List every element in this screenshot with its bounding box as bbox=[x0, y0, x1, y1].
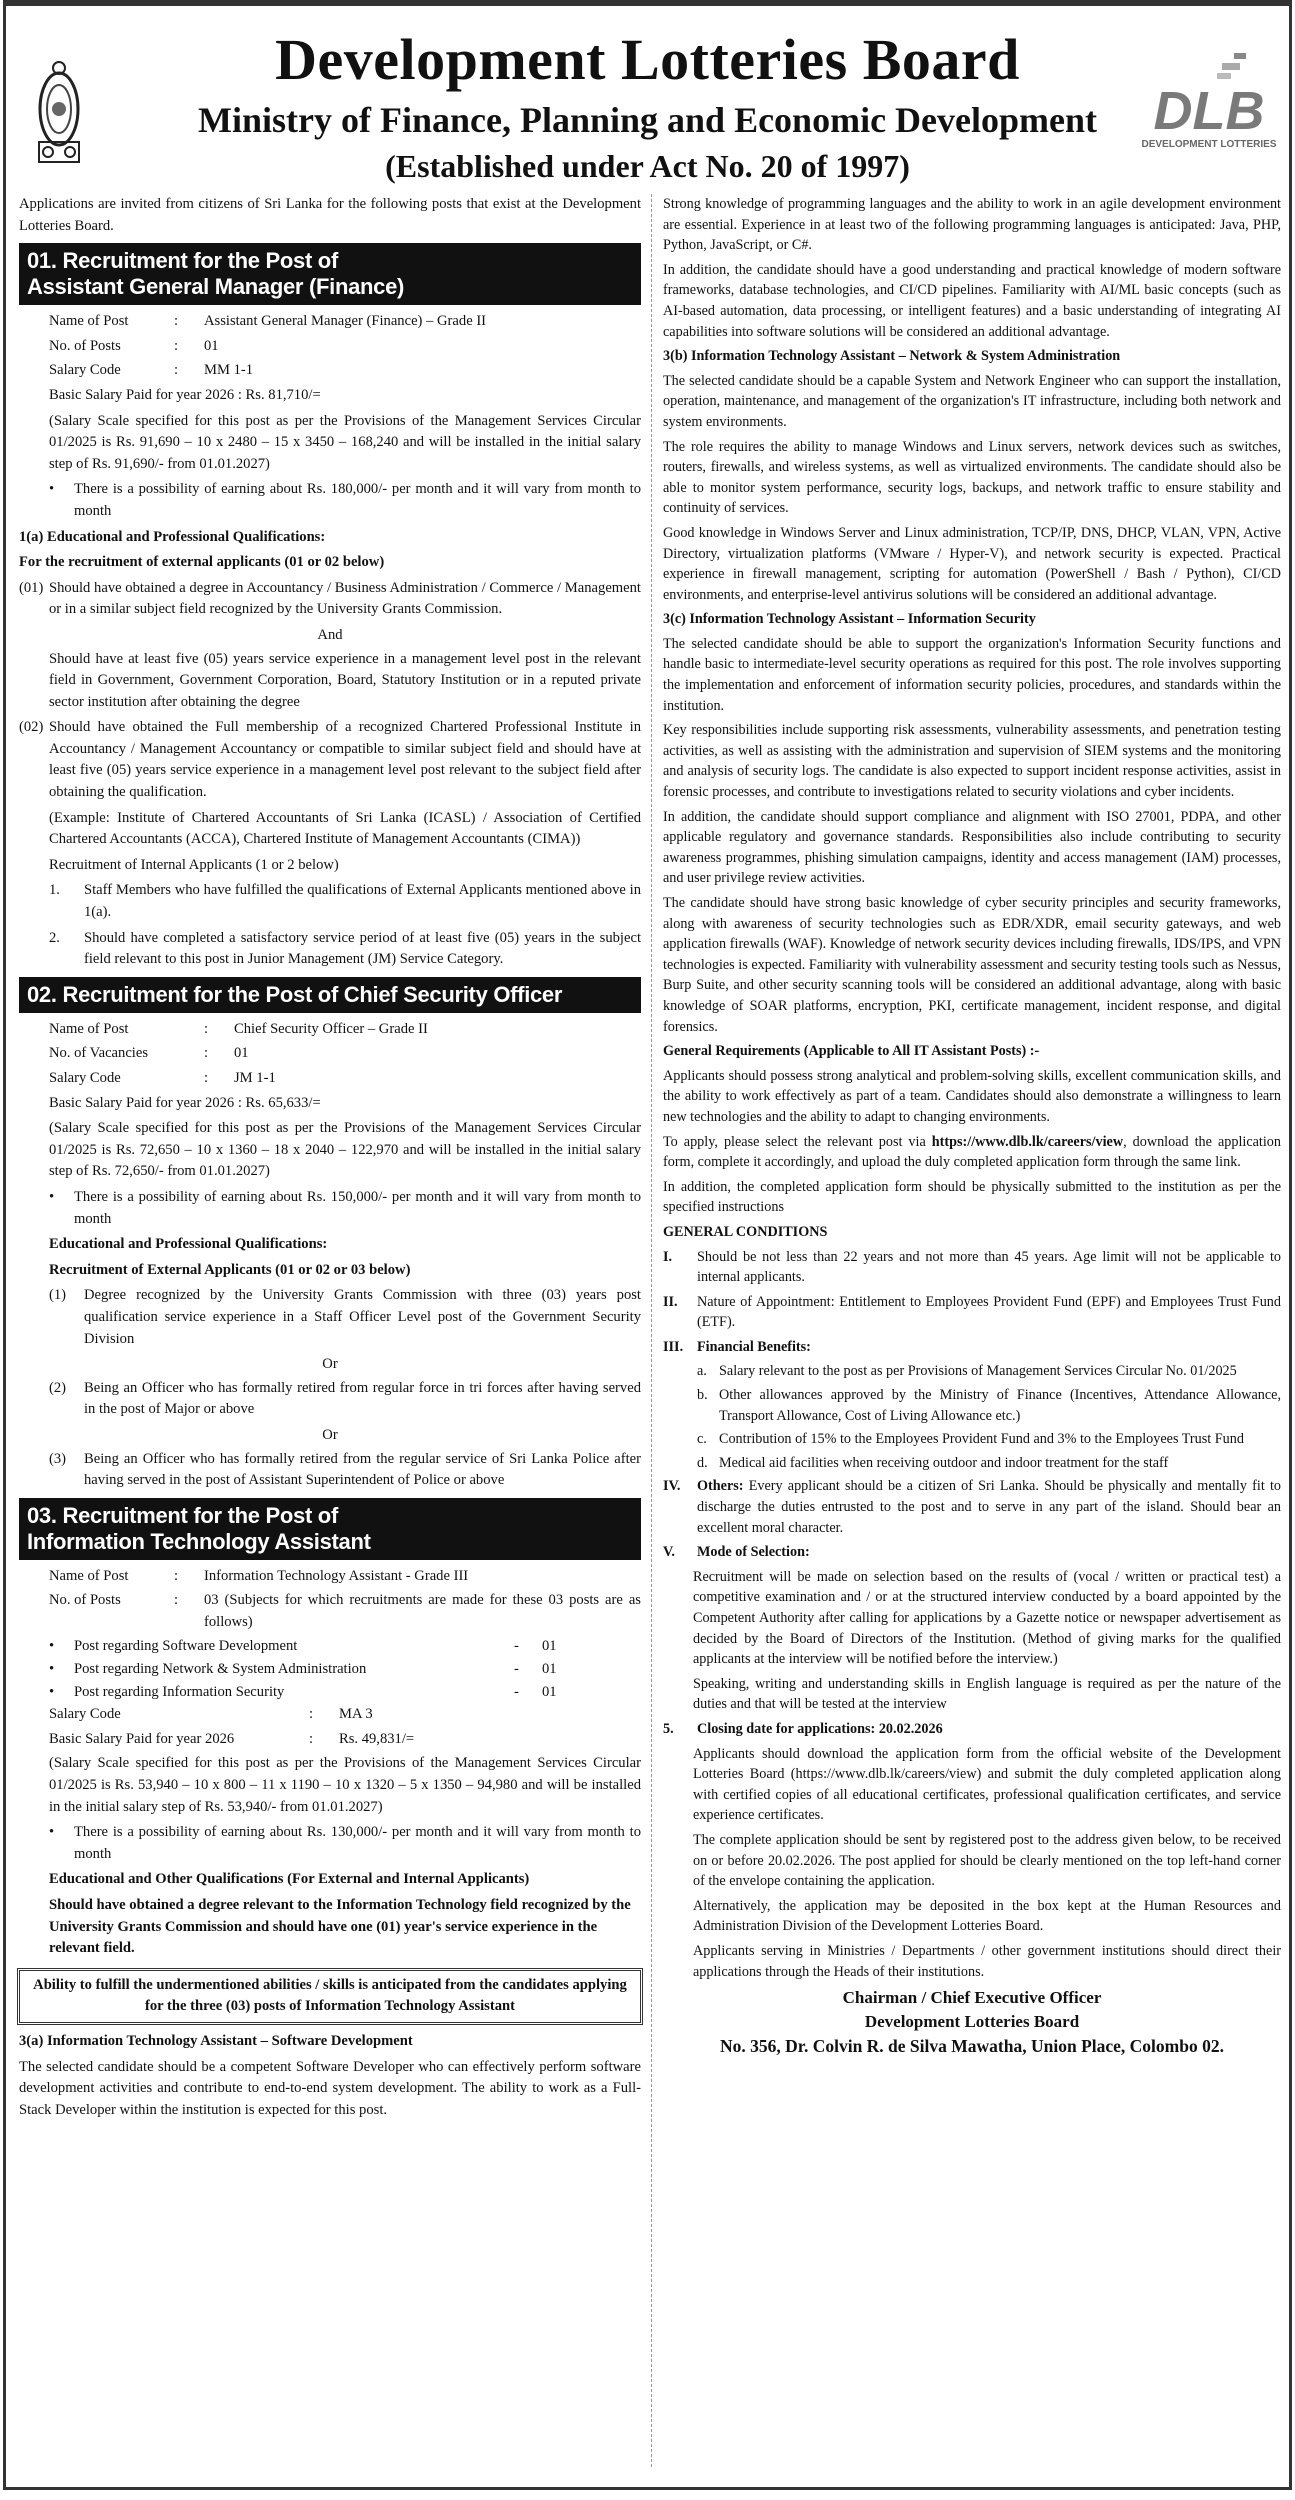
section-heading: 3(b) Information Technology Assistant – Network & System Administration bbox=[663, 348, 1121, 365]
condition-text bbox=[697, 1247, 1281, 1288]
bullet-text: There is a possibility of earning about Rs. 130,000/- per month and it will vary from month to month bbox=[74, 1824, 641, 1862]
signature-line: Development Lotteries Board bbox=[864, 2012, 1080, 2032]
post-count: 01 bbox=[542, 1683, 557, 1700]
condition-number: IV. bbox=[663, 1478, 681, 1495]
colon: : bbox=[309, 1706, 314, 1723]
detail-row bbox=[19, 1566, 641, 1588]
paragraph: Basic Salary Paid for year 2026 : Rs. 65,633/= bbox=[49, 1094, 321, 1111]
paragraph: Basic Salary Paid for year 2026 : Rs. 81,710/= bbox=[49, 386, 321, 403]
post-count-item bbox=[19, 1636, 641, 1658]
section-heading: Educational and Professional Qualifications: bbox=[49, 1236, 328, 1253]
condition-item bbox=[663, 1337, 1281, 1358]
header bbox=[6, 6, 1289, 196]
paragraph: Applicants should download the application form from the official website of the Development Lotteries Board (https://www.dlb.lk/careers/view) and submit the duly completed application along with certified copies of all educational certificates, professional qualification certificates, and service experience certificates. bbox=[693, 1745, 1281, 1824]
condition-text bbox=[697, 1542, 1281, 1563]
paragraph bbox=[663, 1132, 1281, 1173]
sub-text: Medical aid facilities when receiving outdoor and indoor treatment for the staff bbox=[719, 1454, 1169, 1471]
detail-label: Basic Salary Paid for year 2026 bbox=[49, 1730, 235, 1747]
post-subject: Post regarding Software Development bbox=[74, 1638, 298, 1655]
numbered-item bbox=[19, 1285, 641, 1350]
right-column bbox=[663, 194, 1281, 2058]
paragraph: Speaking, writing and understanding skills in English language is required as per the nature of the duties and that will be tested at the interview bbox=[693, 1675, 1281, 1713]
column-divider bbox=[651, 194, 652, 2467]
bullet-text: There is a possibility of earning about Rs. 150,000/- per month and it will vary from month to month bbox=[74, 1188, 641, 1227]
detail-value: 01 bbox=[204, 337, 219, 354]
condition-body: Every applicant should be a citizen of Sri Lanka. Should be physically and mentally fit to discharge the duties entrusted to the post and to serve in any part of the island. Should bear an excellent moral character. bbox=[697, 1478, 1281, 1536]
section-title-bar: 03. Recruitment for the Post of Information Technology Assistant bbox=[19, 1498, 641, 1560]
section-heading: General Requirements (Applicable to All IT Assistant Posts) :- bbox=[663, 1043, 1040, 1060]
colon: : bbox=[174, 1592, 179, 1609]
sub-item bbox=[663, 1453, 1281, 1474]
paragraph: Should have at least five (05) years service experience in a management level post in the relevant field in Government, Government Corporation, Board, Statutory Institution or in a reputed private sector institution after obtaining the degree bbox=[49, 650, 641, 710]
bullet-text: There is a possibility of earning about Rs. 180,000/- per month and it will vary from month to month bbox=[74, 481, 641, 519]
section-heading: 3(c) Information Technology Assistant – Information Security bbox=[663, 611, 1036, 628]
colon: : bbox=[204, 1070, 209, 1086]
colon: : bbox=[174, 362, 179, 379]
ministry-title: Ministry of Finance, Planning and Economic Development bbox=[198, 100, 1097, 140]
bullet-icon: • bbox=[49, 1188, 55, 1205]
numbered-item bbox=[19, 1378, 641, 1421]
condition-number: I. bbox=[663, 1248, 673, 1265]
section-heading: Should have obtained a degree relevant to the Information Technology field recognized by the University Grants Commission and should have one (01) year's service experience in the relevant field. bbox=[49, 1897, 631, 1957]
text: , download the application form, complete it accordingly, and upload the duly completed application form through the same link. bbox=[663, 1133, 1281, 1171]
item-number: (1) bbox=[49, 1287, 67, 1304]
section-heading: 3(a) Information Technology Assistant – Software Development bbox=[19, 2032, 413, 2049]
notice-box: Ability to fulfill the undermentioned abilities / skills is anticipated from the candidates applying for the three (03) posts of Information Technology Assistant bbox=[19, 1970, 641, 2023]
post-subject: Post regarding Network & System Administration bbox=[74, 1661, 367, 1678]
sub-text: Other allowances approved by the Ministry of Finance (Incentives, Attendance Allowance, Transport Allowance, Cost of Living Allowance etc.) bbox=[719, 1387, 1281, 1424]
paragraph: Recruitment of Internal Applicants (1 or 2 below) bbox=[49, 856, 339, 873]
post-count: 01 bbox=[542, 1638, 557, 1655]
sub-item bbox=[663, 1361, 1281, 1382]
detail-label: No. of Posts bbox=[49, 337, 121, 354]
condition-number: V. bbox=[663, 1544, 675, 1561]
paragraph: (Salary Scale specified for this post as per the Provisions of the Management Services Circular 01/2025 is Rs. 72,650 – 10 x 1360 – 18 x 2040 – 122,970 and will be installed in the initial salary step of Rs. 72,650/- from 01.01.2027) bbox=[49, 1120, 641, 1180]
detail-label: No. of Vacancies bbox=[49, 1045, 149, 1062]
detail-label: No. of Posts bbox=[49, 1592, 121, 1609]
item-number: 2. bbox=[49, 929, 60, 946]
condition-number: II. bbox=[663, 1293, 678, 1310]
post-count: 01 bbox=[542, 1661, 557, 1678]
section-title-bar: 01. Recruitment for the Post of Assistant General Manager (Finance) bbox=[19, 243, 641, 305]
paragraph: The selected candidate should be a competent Software Developer who can effectively perform software development activities and contribute to end-to-end system development. The ability to work as a Full-Stack Developer within the institution is expected for this post. bbox=[19, 2058, 641, 2118]
bullet-icon: • bbox=[49, 1661, 55, 1678]
detail-label: Salary Code bbox=[49, 362, 121, 379]
paragraph: Applications are invited from citizens of Sri Lanka for the following posts that exist at the Development Lotteries Board. bbox=[19, 196, 641, 234]
detail-label: Name of Post bbox=[49, 1020, 129, 1037]
dlb-logo-icon bbox=[1139, 51, 1279, 161]
detail-value: MM 1-1 bbox=[204, 362, 254, 379]
condition-text bbox=[697, 1719, 1281, 1740]
detail-value: 03 (Subjects for which recruitments are made for these 03 posts are as follows) bbox=[204, 1592, 641, 1630]
detail-label: Name of Post bbox=[49, 313, 129, 330]
condition-label: Mode of Selection: bbox=[697, 1544, 810, 1561]
condition-text bbox=[697, 1337, 1281, 1358]
detail-value: Information Technology Assistant - Grade III bbox=[204, 1567, 469, 1584]
address-line: No. 356, Dr. Colvin R. de Silva Mawatha, Union Place, Colombo 02. bbox=[720, 2036, 1224, 2057]
established-line: (Established under Act No. 20 of 1997) bbox=[385, 148, 910, 184]
condition-item bbox=[663, 1247, 1281, 1288]
svg-text:DEVELOPMENT LOTTERIES: DEVELOPMENT LOTTERIES bbox=[1141, 139, 1277, 150]
dash: - bbox=[514, 1661, 519, 1678]
bullet-icon: • bbox=[49, 481, 55, 498]
sub-text: Salary relevant to the post as per Provisions of Management Services Circular No. 01/2025 bbox=[719, 1363, 1237, 1380]
paragraph: Good knowledge in Windows Server and Linux administration, TCP/IP, DNS, DHCP, VLAN, VPN, Active Directory, virtualization platforms (VMware / Hyper-V), and network security is expected. Practical experience in firewall management, scripting for automation (PowerShell / Bash / Python), CI/CD environments, and enterprise-level antivirus solutions will be considered an additional advantage. bbox=[663, 524, 1281, 603]
detail-label: Salary Code bbox=[49, 1070, 121, 1086]
item-number: (01) bbox=[19, 579, 44, 596]
item-text: Should have obtained a degree in Accountancy / Business Administration / Commerce / Management or in a similar subject field recognized by the University Grants Commission. bbox=[49, 579, 641, 618]
section-heading: Recruitment of External Applicants (01 or 02 or 03 below) bbox=[49, 1261, 411, 1278]
connector-word: And bbox=[317, 626, 343, 643]
condition-item bbox=[663, 1719, 1281, 1740]
condition-label: Financial Benefits: bbox=[697, 1338, 811, 1355]
careers-link[interactable]: https://www.dlb.lk/careers/view bbox=[931, 1133, 1124, 1150]
paragraph: Key responsibilities include supporting risk assessments, vulnerability assessments, and penetration testing activities, as well as assisting with the administration and supervision of SIEM systems and the monitoring and analysis of security logs. The candidate is also expected to support incident response activities, assist in forensic processes, and contribute to investigations related to security violations and cyber incidents. bbox=[663, 722, 1281, 801]
sub-letter: b. bbox=[697, 1387, 708, 1404]
item-text: Staff Members who have fulfilled the qualifications of External Applicants mentioned above in 1(a). bbox=[84, 882, 641, 921]
numbered-item bbox=[19, 1449, 641, 1492]
paragraph: In addition, the candidate should have a good understanding and practical knowledge of modern software frameworks, database technologies, and CI/CD pipelines. Familiarity with AI/ML basic concepts (such as AI-based automation, data processing, or intelligent features) and a basic understanding of integrating AI capabilities into software solutions will be considered an additional advantage. bbox=[663, 261, 1281, 340]
sub-item bbox=[663, 1429, 1281, 1450]
post-subject: Post regarding Information Security bbox=[74, 1683, 285, 1700]
detail-row bbox=[19, 1729, 641, 1751]
colon: : bbox=[309, 1730, 314, 1747]
signature-line: Chairman / Chief Executive Officer bbox=[842, 1988, 1102, 2008]
paragraph: The candidate should have strong basic knowledge of cyber security principles and security frameworks, along with awareness of security technologies such as EDR/XDR, email security gateways, and web application firewalls (WAF). Knowledge of network security devices including firewalls, IDS/IPS, and VPN technologies is expected. Familiarity with vulnerability assessment and security testing tools such as Nessus, Burp Suite, and other security scanning tools will be considered an additional advantage, along with basic knowledge of SOAR platforms, encryption, PKI, certificate management, incident response, and digital forensics. bbox=[663, 895, 1281, 1035]
detail-row bbox=[19, 336, 641, 358]
colon: : bbox=[174, 313, 179, 330]
sub-letter: d. bbox=[697, 1454, 708, 1471]
detail-row bbox=[19, 1068, 641, 1090]
item-text: Being an Officer who has formally retired from the regular service of Sri Lanka Police after having served in the post of Assistant Superintendent of Police or above bbox=[84, 1450, 641, 1489]
paragraph: (Salary Scale specified for this post as per the Provisions of the Management Services Circular 01/2025 is Rs. 53,940 – 10 x 800 – 11 x 1190 – 10 x 1320 – 5 x 1350 – 94,980 and will be installed in the initial salary step of Rs. 53,940/- from 01.01.2027) bbox=[49, 1755, 641, 1815]
condition-body: Nature of Appointment: Entitlement to Employees Provident Fund (EPF) and Employees Trust Fund (ETF). bbox=[697, 1293, 1281, 1331]
section-heading: GENERAL CONDITIONS bbox=[663, 1223, 828, 1240]
paragraph: (Example: Institute of Chartered Accountants of Sri Lanka (ICASL) / Association of Certified Chartered Accountants (ACCA), Chartered Institute of Management Accountants (CIMA)) bbox=[49, 809, 641, 848]
condition-item bbox=[663, 1542, 1281, 1563]
paragraph: Applicants should possess strong analytical and problem-solving skills, excellent communication skills, and the ability to work effectively as part of a team. Candidates should also demonstrate a willingness to learn new technologies and the ability to adapt to changing environments. bbox=[663, 1067, 1281, 1125]
paragraph: The selected candidate should be a capable System and Network Engineer who can support the installation, operation, maintenance, and management of the organization's IT infrastructure, including both network and system environments. bbox=[663, 372, 1281, 430]
item-number: (02) bbox=[19, 719, 44, 736]
paragraph: The role requires the ability to manage Windows and Linux servers, network devices such as switches, routers, firewalls, and wireless systems, as well as virtualized environments. The candidate should also be able to monitor system performance, security logs, backups, and network traffic to ensure stability and continuity of services. bbox=[663, 438, 1281, 517]
section-heading: 1(a) Educational and Professional Qualifications: bbox=[19, 528, 326, 545]
condition-number: III. bbox=[663, 1338, 684, 1355]
condition-item bbox=[663, 1476, 1281, 1538]
paragraph: Recruitment will be made on selection based on the results of (vocal / written or practical test) a competitive examination and / or at the structured interview conducted by a board appointed by the Competent Authority after calling for applications by a Gazette notice or newspaper advertisement as decided by the Board of Directors of the Institution. (Method of giving marks for the qualified applicants at the interview will be notified before the interview.) bbox=[693, 1568, 1281, 1668]
bullet-item bbox=[19, 1822, 641, 1865]
detail-row bbox=[19, 1019, 641, 1041]
detail-value: Assistant General Manager (Finance) – Grade II bbox=[204, 313, 487, 330]
detail-value: Chief Security Officer – Grade II bbox=[234, 1020, 428, 1037]
left-column bbox=[19, 194, 641, 2125]
condition-text bbox=[697, 1292, 1281, 1333]
paragraph: In addition, the candidate should support compliance and alignment with ISO 27001, PDPA, and other applicable regulatory and governance standards. Responsibilities also include contributing to security awareness programmes, phishing simulation campaigns, identity and access management (IAM) processes, and user privilege review activities. bbox=[663, 808, 1281, 887]
section-title-bar: 02. Recruitment for the Post of Chief Security Officer bbox=[19, 977, 641, 1013]
numbered-item bbox=[19, 928, 641, 971]
paragraph: In addition, the completed application form should be physically submitted to the institution as per the specified instructions bbox=[663, 1178, 1281, 1216]
dash: - bbox=[514, 1683, 519, 1700]
item-number: (2) bbox=[49, 1379, 67, 1396]
text: To apply, please select the relevant post via bbox=[663, 1133, 932, 1150]
dash: - bbox=[514, 1638, 519, 1655]
sub-item bbox=[663, 1385, 1281, 1426]
paragraph: Strong knowledge of programming languages and the ability to work in an agile development environment are essential. Experience in at least two of the following programming languages is anticipated: Java, PHP, Python, JavaScript, or C#. bbox=[663, 196, 1281, 254]
bullet-icon: • bbox=[49, 1638, 55, 1655]
paragraph: The complete application should be sent by registered post to the address given below, to be received on or before 20.02.2026. The post applied for should be clearly mentioned on the top left-hand corner of the envelope containing the application. bbox=[693, 1831, 1281, 1890]
item-text: Degree recognized by the University Grants Commission with three (03) years post qualification service experience in a Staff Officer Level post of the Government Security Division bbox=[84, 1287, 641, 1347]
page-title: Development Lotteries Board bbox=[275, 27, 1020, 92]
bullet-icon: • bbox=[49, 1683, 55, 1700]
advertisement-page bbox=[3, 0, 1292, 2490]
colon: : bbox=[204, 1045, 209, 1062]
detail-row bbox=[19, 311, 641, 333]
paragraph: The selected candidate should be able to support the organization's Information Security functions and handle basic to intermediate-level security operations as required for this post. The role involves supporting the implementation and enforcement of information security policies, procedures, and standards within the institution. bbox=[663, 635, 1281, 714]
condition-text bbox=[697, 1476, 1281, 1538]
paragraph: Alternatively, the application may be deposited in the box kept at the Human Resources and Administration Division of the Development Lotteries Board. bbox=[693, 1897, 1281, 1935]
post-count-item bbox=[19, 1659, 641, 1681]
numbered-item bbox=[19, 880, 641, 923]
bullet-item bbox=[19, 479, 641, 522]
detail-value: 01 bbox=[234, 1045, 249, 1062]
sub-letter: c. bbox=[697, 1431, 707, 1448]
section-heading: For the recruitment of external applicants (01 or 02 below) bbox=[19, 554, 385, 571]
numbered-item bbox=[19, 578, 641, 621]
condition-label: Others: bbox=[697, 1478, 744, 1495]
paragraph: Applicants serving in Ministries / Departments / other government institutions should direct their applications through the Heads of their institutions. bbox=[693, 1942, 1281, 1980]
colon: : bbox=[174, 337, 179, 354]
section-heading: Educational and Other Qualifications (For External and Internal Applicants) bbox=[49, 1871, 530, 1888]
detail-label: Salary Code bbox=[49, 1706, 121, 1723]
condition-body: Should be not less than 22 years and not more than 45 years. Age limit will not be applicable to internal applicants. bbox=[697, 1248, 1281, 1286]
detail-value: JM 1-1 bbox=[234, 1070, 276, 1086]
item-text: Should have completed a satisfactory service period of at least five (05) years in the subject field relevant to this post in Junior Management (JM) Service Category. bbox=[84, 929, 641, 968]
sub-letter: a. bbox=[697, 1363, 707, 1380]
detail-row bbox=[19, 1704, 641, 1726]
item-text: Should have obtained the Full membership of a recognized Chartered Professional Institute in Accountancy / Management Accountancy or compatible to similar subject field and should have at least five (05) years service experience in a management level post relevant to the subject field after obtaining the qualification. bbox=[49, 719, 641, 801]
state-emblem-icon bbox=[36, 54, 82, 164]
post-count-item bbox=[19, 1682, 641, 1704]
connector-word: Or bbox=[322, 1356, 338, 1373]
bullet-item bbox=[19, 1187, 641, 1230]
detail-row bbox=[19, 1043, 641, 1065]
bullet-icon: • bbox=[49, 1824, 55, 1841]
item-number: (3) bbox=[49, 1450, 67, 1467]
colon: : bbox=[204, 1020, 209, 1037]
item-text: Being an Officer who has formally retired from regular force in tri forces after having served in the post of Major or above bbox=[84, 1379, 641, 1418]
detail-row bbox=[19, 1590, 641, 1633]
detail-value: Rs. 49,831/= bbox=[339, 1730, 415, 1747]
condition-number: 5. bbox=[663, 1720, 674, 1737]
detail-row bbox=[19, 360, 641, 382]
svg-text:DLB: DLB bbox=[1153, 81, 1265, 141]
detail-value: MA 3 bbox=[339, 1706, 373, 1723]
paragraph: (Salary Scale specified for this post as per the Provisions of the Management Services Circular 01/2025 is Rs. 91,690 – 10 x 2480 – 15 x 3450 – 168,240 and will be installed in the initial salary step of Rs. 91,690/- from 01.01.2027) bbox=[49, 412, 641, 472]
numbered-item bbox=[19, 717, 641, 803]
condition-label: Closing date for applications: 20.02.2026 bbox=[697, 1720, 943, 1737]
sub-text: Contribution of 15% to the Employees Provident Fund and 3% to the Employees Trust Fund bbox=[719, 1431, 1244, 1448]
item-number: 1. bbox=[49, 882, 60, 899]
detail-label: Name of Post bbox=[49, 1567, 129, 1584]
connector-word: Or bbox=[322, 1426, 338, 1443]
condition-item bbox=[663, 1292, 1281, 1333]
colon: : bbox=[174, 1567, 179, 1584]
